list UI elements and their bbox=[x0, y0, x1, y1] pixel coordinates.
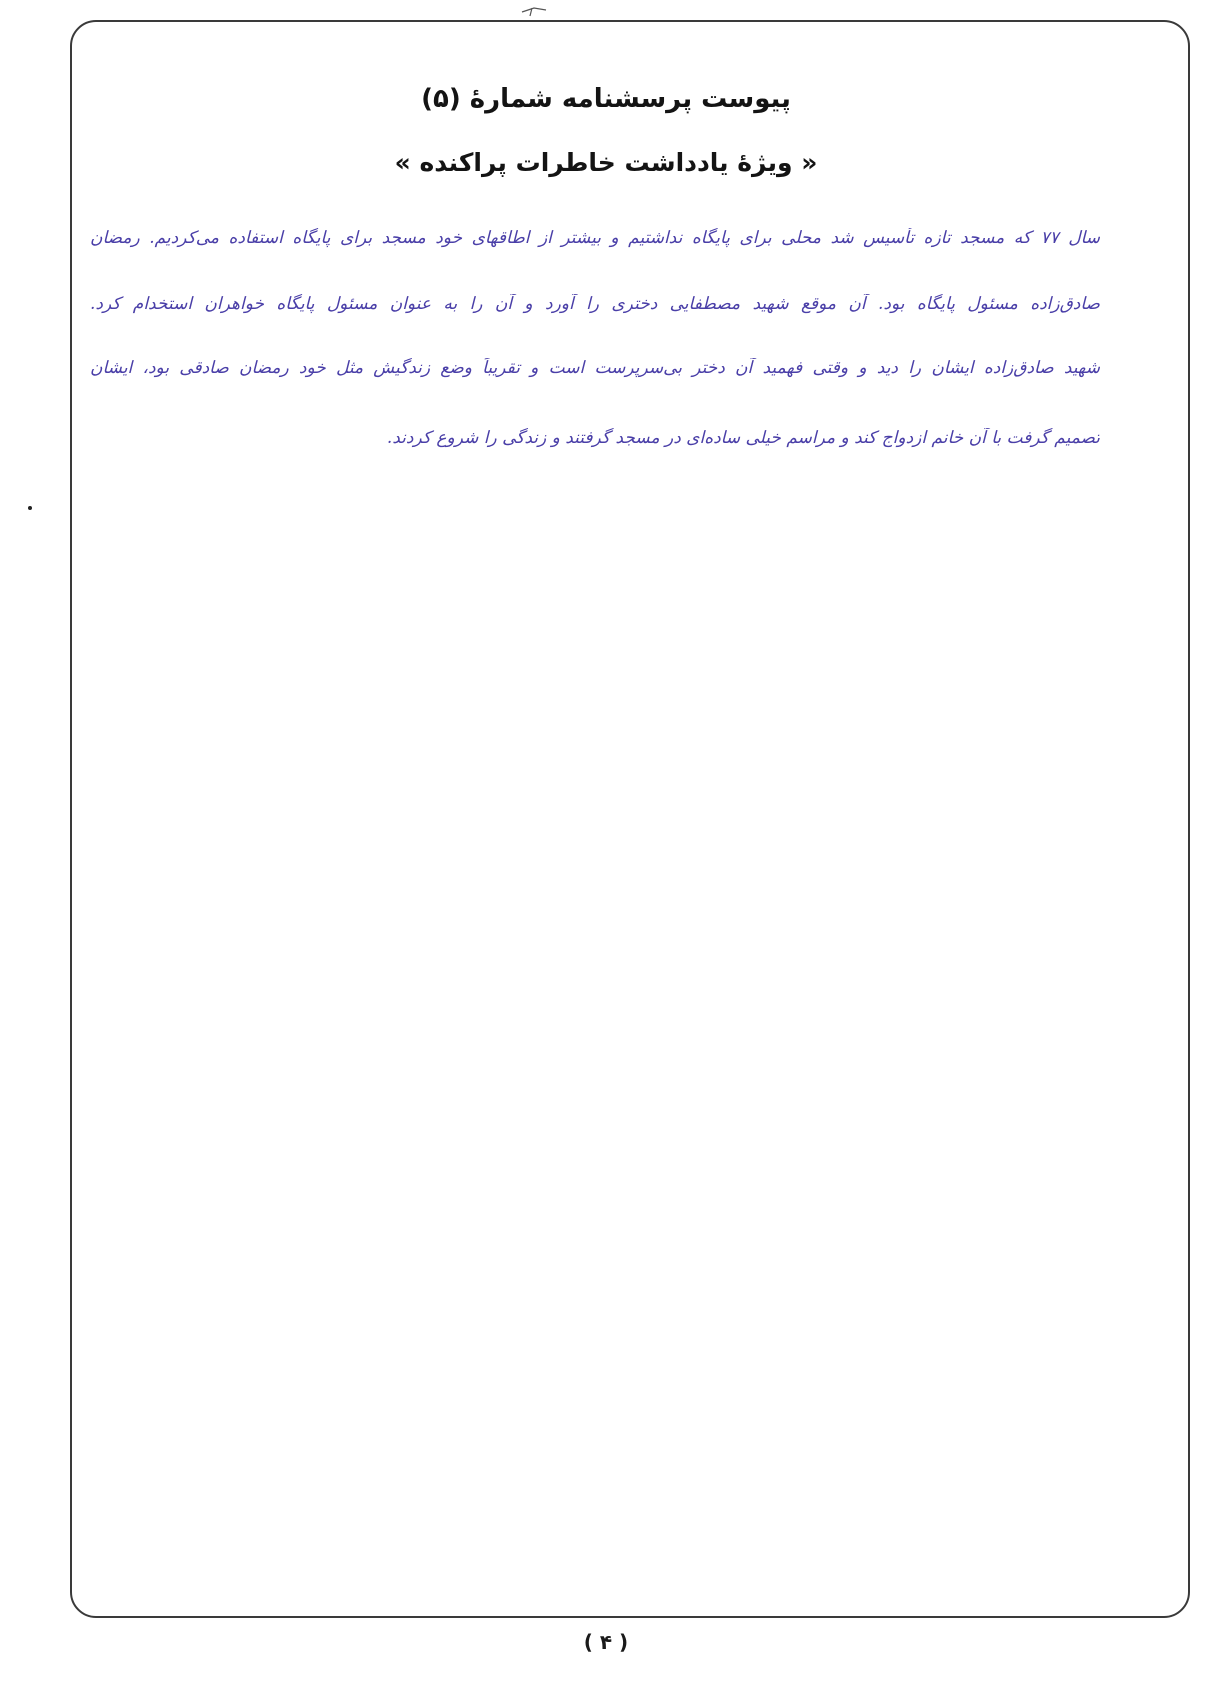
page-border-frame bbox=[70, 20, 1190, 1618]
page-subtitle: « ویژهٔ یادداشت خاطرات پراکنده » bbox=[394, 148, 818, 177]
handwritten-line: تصمیم گرفت با آن خانم ازدواج کند و مراسم خیلی ساده‌ای در مسجد گرفتند و زندگی را شروع کردند. bbox=[386, 428, 1100, 448]
scan-mark-icon bbox=[520, 4, 550, 18]
handwritten-line: صادق‌زاده مسئول پایگاه بود. آن موقع شهید مصطفایی دختری را آورد و آن را به عنوان مسئول پایگاه خواهران استخدام کرد. bbox=[90, 294, 1100, 314]
handwritten-line: سال ۷۷ که مسجد تازه تأسیس شد محلی برای پایگاه نداشتیم و بیشتر از اطاقهای خود مسجد برای پایگاه استفاده می‌کردیم. رمضان bbox=[90, 228, 1100, 248]
page-title: پیوست پرسشنامه شمارهٔ (۵) bbox=[421, 84, 791, 114]
scan-speck bbox=[28, 506, 32, 510]
page-number: ( ۴ ) bbox=[583, 1630, 629, 1654]
handwritten-line: شهید صادق‌زاده ایشان را دید و وقتی فهمید آن دختر بی‌سرپرست است و تقریباً وضع زندگیش مثل خود رمضان صادقی بود، ایشان bbox=[90, 358, 1100, 378]
